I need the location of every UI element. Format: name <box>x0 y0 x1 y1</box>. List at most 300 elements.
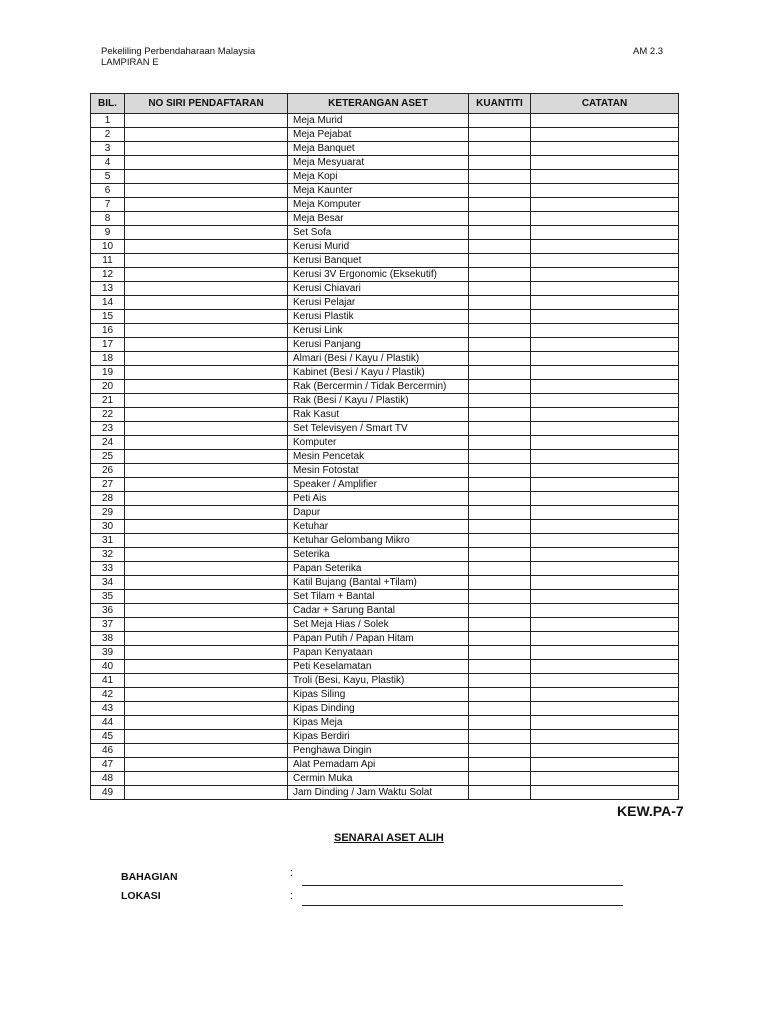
catatan-cell[interactable] <box>531 422 679 436</box>
keterangan-cell: Komputer <box>288 436 469 450</box>
bil-cell: 31 <box>91 534 125 548</box>
catatan-cell[interactable] <box>531 268 679 282</box>
table-row <box>91 618 679 632</box>
kuantiti-cell[interactable] <box>469 352 531 366</box>
bil-cell: 44 <box>91 716 125 730</box>
no-siri-cell[interactable] <box>125 744 288 758</box>
table-row <box>91 548 679 562</box>
bil-cell: 12 <box>91 268 125 282</box>
no-siri-cell[interactable] <box>125 618 288 632</box>
catatan-cell[interactable] <box>531 646 679 660</box>
no-siri-cell[interactable] <box>125 548 288 562</box>
keterangan-cell: Cermin Muka <box>288 772 469 786</box>
bil-cell: 15 <box>91 310 125 324</box>
kuantiti-cell[interactable] <box>469 758 531 772</box>
bil-cell: 4 <box>91 156 125 170</box>
keterangan-cell: Kabinet (Besi / Kayu / Plastik) <box>288 366 469 380</box>
table-row <box>91 114 679 128</box>
catatan-cell[interactable] <box>531 660 679 674</box>
keterangan-cell: Kerusi 3V Ergonomic (Eksekutif) <box>288 268 469 282</box>
catatan-cell[interactable] <box>531 436 679 450</box>
bil-cell: 46 <box>91 744 125 758</box>
no-siri-cell[interactable] <box>125 436 288 450</box>
no-siri-cell[interactable] <box>125 702 288 716</box>
no-siri-cell[interactable] <box>125 156 288 170</box>
keterangan-cell: Ketuhar Gelombang Mikro <box>288 534 469 548</box>
catatan-cell[interactable] <box>531 744 679 758</box>
bil-cell: 42 <box>91 688 125 702</box>
no-siri-cell[interactable] <box>125 268 288 282</box>
table-row <box>91 422 679 436</box>
catatan-cell[interactable] <box>531 310 679 324</box>
kuantiti-cell[interactable] <box>469 492 531 506</box>
table-row <box>91 744 679 758</box>
bil-cell: 16 <box>91 324 125 338</box>
keterangan-cell: Kerusi Panjang <box>288 338 469 352</box>
no-siri-cell[interactable] <box>125 114 288 128</box>
field-colon-lokasi: : <box>290 890 294 902</box>
bil-cell: 29 <box>91 506 125 520</box>
table-row <box>91 156 679 170</box>
keterangan-cell: Papan Putih / Papan Hitam <box>288 632 469 646</box>
no-siri-cell[interactable] <box>125 142 288 156</box>
keterangan-cell: Kerusi Banquet <box>288 254 469 268</box>
catatan-cell[interactable] <box>531 548 679 562</box>
table-row <box>91 184 679 198</box>
no-siri-cell[interactable] <box>125 562 288 576</box>
catatan-cell[interactable] <box>531 562 679 576</box>
catatan-cell[interactable] <box>531 758 679 772</box>
kuantiti-cell[interactable] <box>469 254 531 268</box>
no-siri-cell[interactable] <box>125 170 288 184</box>
catatan-cell[interactable] <box>531 212 679 226</box>
field-label-bahagian: BAHAGIAN <box>121 871 178 883</box>
bil-cell: 35 <box>91 590 125 604</box>
table-row <box>91 772 679 786</box>
kuantiti-cell[interactable] <box>469 324 531 338</box>
kuantiti-cell[interactable] <box>469 520 531 534</box>
bil-cell: 32 <box>91 548 125 562</box>
bil-cell: 17 <box>91 338 125 352</box>
no-siri-cell[interactable] <box>125 506 288 520</box>
catatan-cell[interactable] <box>531 590 679 604</box>
kuantiti-cell[interactable] <box>469 380 531 394</box>
kuantiti-cell[interactable] <box>469 534 531 548</box>
catatan-cell[interactable] <box>531 478 679 492</box>
bil-cell: 3 <box>91 142 125 156</box>
kuantiti-cell[interactable] <box>469 562 531 576</box>
keterangan-cell: Rak (Besi / Kayu / Plastik) <box>288 394 469 408</box>
catatan-cell[interactable] <box>531 506 679 520</box>
bil-cell: 10 <box>91 240 125 254</box>
bil-cell: 21 <box>91 394 125 408</box>
kuantiti-cell[interactable] <box>469 632 531 646</box>
no-siri-cell[interactable] <box>125 646 288 660</box>
keterangan-cell: Mesin Fotostat <box>288 464 469 478</box>
table-row <box>91 464 679 478</box>
no-siri-cell[interactable] <box>125 184 288 198</box>
no-siri-cell[interactable] <box>125 716 288 730</box>
no-siri-cell[interactable] <box>125 282 288 296</box>
kuantiti-cell[interactable] <box>469 114 531 128</box>
catatan-cell[interactable] <box>531 184 679 198</box>
bil-cell: 1 <box>91 114 125 128</box>
catatan-cell[interactable] <box>531 324 679 338</box>
no-siri-cell[interactable] <box>125 310 288 324</box>
no-siri-cell[interactable] <box>125 296 288 310</box>
kuantiti-cell[interactable] <box>469 142 531 156</box>
bil-cell: 18 <box>91 352 125 366</box>
bil-cell: 13 <box>91 282 125 296</box>
keterangan-cell: Almari (Besi / Kayu / Plastik) <box>288 352 469 366</box>
keterangan-cell: Penghawa Dingin <box>288 744 469 758</box>
table-row <box>91 646 679 660</box>
bil-cell: 2 <box>91 128 125 142</box>
bil-cell: 33 <box>91 562 125 576</box>
field-label-lokasi: LOKASI <box>121 890 161 902</box>
bil-cell: 22 <box>91 408 125 422</box>
table-row <box>91 226 679 240</box>
keterangan-cell: Meja Mesyuarat <box>288 156 469 170</box>
bil-cell: 27 <box>91 478 125 492</box>
no-siri-cell[interactable] <box>125 464 288 478</box>
catatan-cell[interactable] <box>531 254 679 268</box>
bil-cell: 28 <box>91 492 125 506</box>
catatan-cell[interactable] <box>531 114 679 128</box>
bil-cell: 41 <box>91 674 125 688</box>
keterangan-cell: Seterika <box>288 548 469 562</box>
form-title: SENARAI ASET ALIH <box>334 832 444 844</box>
table-row <box>91 786 679 800</box>
catatan-cell[interactable] <box>531 198 679 212</box>
bil-cell: 14 <box>91 296 125 310</box>
asset-table-body <box>91 114 679 800</box>
bil-cell: 45 <box>91 730 125 744</box>
no-siri-cell[interactable] <box>125 422 288 436</box>
table-row <box>91 478 679 492</box>
document-reference: AM 2.3 <box>633 46 664 57</box>
no-siri-cell[interactable] <box>125 212 288 226</box>
bil-cell: 23 <box>91 422 125 436</box>
no-siri-cell[interactable] <box>125 324 288 338</box>
table-row <box>91 688 679 702</box>
kuantiti-cell[interactable] <box>469 688 531 702</box>
keterangan-cell: Kipas Berdiri <box>288 730 469 744</box>
table-row <box>91 590 679 604</box>
table-row <box>91 716 679 730</box>
bil-cell: 9 <box>91 226 125 240</box>
table-row <box>91 436 679 450</box>
catatan-cell[interactable] <box>531 786 679 800</box>
table-row <box>91 730 679 744</box>
catatan-cell[interactable] <box>531 408 679 422</box>
keterangan-cell: Katil Bujang (Bantal +Tilam) <box>288 576 469 590</box>
bil-cell: 36 <box>91 604 125 618</box>
no-siri-cell[interactable] <box>125 520 288 534</box>
catatan-cell[interactable] <box>531 604 679 618</box>
bil-cell: 25 <box>91 450 125 464</box>
keterangan-cell: Meja Kopi <box>288 170 469 184</box>
keterangan-cell: Kerusi Murid <box>288 240 469 254</box>
table-row <box>91 198 679 212</box>
catatan-cell[interactable] <box>531 282 679 296</box>
catatan-cell[interactable] <box>531 492 679 506</box>
table-row <box>91 492 679 506</box>
kuantiti-cell[interactable] <box>469 436 531 450</box>
bil-cell: 39 <box>91 646 125 660</box>
keterangan-cell: Kipas Dinding <box>288 702 469 716</box>
kuantiti-cell[interactable] <box>469 408 531 422</box>
bil-cell: 37 <box>91 618 125 632</box>
kuantiti-cell[interactable] <box>469 730 531 744</box>
catatan-cell[interactable] <box>531 352 679 366</box>
kuantiti-cell[interactable] <box>469 212 531 226</box>
keterangan-cell: Set Televisyen / Smart TV <box>288 422 469 436</box>
kuantiti-cell[interactable] <box>469 548 531 562</box>
keterangan-cell: Cadar + Sarung Bantal <box>288 604 469 618</box>
kuantiti-cell[interactable] <box>469 296 531 310</box>
keterangan-cell: Jam Dinding / Jam Waktu Solat <box>288 786 469 800</box>
table-row <box>91 632 679 646</box>
column-header-kuantiti: KUANTITI <box>469 94 531 114</box>
table-row <box>91 702 679 716</box>
kuantiti-cell[interactable] <box>469 674 531 688</box>
table-row <box>91 310 679 324</box>
kuantiti-cell[interactable] <box>469 282 531 296</box>
bil-cell: 34 <box>91 576 125 590</box>
kuantiti-cell[interactable] <box>469 422 531 436</box>
kuantiti-cell[interactable] <box>469 590 531 604</box>
no-siri-cell[interactable] <box>125 786 288 800</box>
table-row <box>91 142 679 156</box>
no-siri-cell[interactable] <box>125 534 288 548</box>
bil-cell: 20 <box>91 380 125 394</box>
kuantiti-cell[interactable] <box>469 226 531 240</box>
column-header-no-siri: NO SIRI PENDAFTARAN <box>125 94 288 114</box>
catatan-cell[interactable] <box>531 226 679 240</box>
no-siri-cell[interactable] <box>125 688 288 702</box>
no-siri-cell[interactable] <box>125 338 288 352</box>
keterangan-cell: Kerusi Link <box>288 324 469 338</box>
catatan-cell[interactable] <box>531 394 679 408</box>
catatan-cell[interactable] <box>531 380 679 394</box>
kuantiti-cell[interactable] <box>469 198 531 212</box>
kuantiti-cell[interactable] <box>469 772 531 786</box>
table-row <box>91 170 679 184</box>
keterangan-cell: Troli (Besi, Kayu, Plastik) <box>288 674 469 688</box>
catatan-cell[interactable] <box>531 450 679 464</box>
no-siri-cell[interactable] <box>125 478 288 492</box>
table-row <box>91 450 679 464</box>
kuantiti-cell[interactable] <box>469 240 531 254</box>
table-row <box>91 506 679 520</box>
table-row <box>91 366 679 380</box>
no-siri-cell[interactable] <box>125 730 288 744</box>
bil-cell: 19 <box>91 366 125 380</box>
bil-cell: 47 <box>91 758 125 772</box>
catatan-cell[interactable] <box>531 240 679 254</box>
catatan-cell[interactable] <box>531 464 679 478</box>
lokasi-input-line[interactable] <box>302 905 623 906</box>
kuantiti-cell[interactable] <box>469 604 531 618</box>
keterangan-cell: Meja Banquet <box>288 142 469 156</box>
table-row <box>91 604 679 618</box>
kuantiti-cell[interactable] <box>469 156 531 170</box>
no-siri-cell[interactable] <box>125 240 288 254</box>
no-siri-cell[interactable] <box>125 408 288 422</box>
catatan-cell[interactable] <box>531 618 679 632</box>
keterangan-cell: Papan Seterika <box>288 562 469 576</box>
bil-cell: 30 <box>91 520 125 534</box>
no-siri-cell[interactable] <box>125 772 288 786</box>
bil-cell: 26 <box>91 464 125 478</box>
keterangan-cell: Rak Kasut <box>288 408 469 422</box>
catatan-cell[interactable] <box>531 716 679 730</box>
catatan-cell[interactable] <box>531 170 679 184</box>
kuantiti-cell[interactable] <box>469 184 531 198</box>
table-row <box>91 394 679 408</box>
keterangan-cell: Mesin Pencetak <box>288 450 469 464</box>
no-siri-cell[interactable] <box>125 128 288 142</box>
kuantiti-cell[interactable] <box>469 660 531 674</box>
table-row <box>91 520 679 534</box>
kuantiti-cell[interactable] <box>469 394 531 408</box>
table-row <box>91 282 679 296</box>
no-siri-cell[interactable] <box>125 366 288 380</box>
kuantiti-cell[interactable] <box>469 618 531 632</box>
table-row <box>91 128 679 142</box>
catatan-cell[interactable] <box>531 688 679 702</box>
keterangan-cell: Rak (Bercermin / Tidak Bercermin) <box>288 380 469 394</box>
keterangan-cell: Meja Pejabat <box>288 128 469 142</box>
field-colon-bahagian: : <box>290 867 294 879</box>
keterangan-cell: Ketuhar <box>288 520 469 534</box>
table-row <box>91 674 679 688</box>
kuantiti-cell[interactable] <box>469 716 531 730</box>
catatan-cell[interactable] <box>531 296 679 310</box>
keterangan-cell: Peti Ais <box>288 492 469 506</box>
table-row <box>91 408 679 422</box>
no-siri-cell[interactable] <box>125 352 288 366</box>
catatan-cell[interactable] <box>531 142 679 156</box>
catatan-cell[interactable] <box>531 156 679 170</box>
catatan-cell[interactable] <box>531 730 679 744</box>
table-header-row <box>91 94 679 114</box>
catatan-cell[interactable] <box>531 366 679 380</box>
table-row <box>91 576 679 590</box>
no-siri-cell[interactable] <box>125 604 288 618</box>
bil-cell: 6 <box>91 184 125 198</box>
no-siri-cell[interactable] <box>125 758 288 772</box>
catatan-cell[interactable] <box>531 534 679 548</box>
kuantiti-cell[interactable] <box>469 310 531 324</box>
no-siri-cell[interactable] <box>125 632 288 646</box>
kuantiti-cell[interactable] <box>469 450 531 464</box>
kuantiti-cell[interactable] <box>469 128 531 142</box>
keterangan-cell: Set Meja Hias / Solek <box>288 618 469 632</box>
no-siri-cell[interactable] <box>125 450 288 464</box>
no-siri-cell[interactable] <box>125 660 288 674</box>
kuantiti-cell[interactable] <box>469 646 531 660</box>
catatan-cell[interactable] <box>531 576 679 590</box>
no-siri-cell[interactable] <box>125 492 288 506</box>
kuantiti-cell[interactable] <box>469 786 531 800</box>
keterangan-cell: Meja Murid <box>288 114 469 128</box>
bil-cell: 38 <box>91 632 125 646</box>
kuantiti-cell[interactable] <box>469 506 531 520</box>
bil-cell: 24 <box>91 436 125 450</box>
bil-cell: 11 <box>91 254 125 268</box>
column-header-bil: BIL. <box>91 94 125 114</box>
keterangan-cell: Meja Komputer <box>288 198 469 212</box>
no-siri-cell[interactable] <box>125 380 288 394</box>
no-siri-cell[interactable] <box>125 198 288 212</box>
catatan-cell[interactable] <box>531 520 679 534</box>
table-row <box>91 380 679 394</box>
catatan-cell[interactable] <box>531 702 679 716</box>
bil-cell: 7 <box>91 198 125 212</box>
no-siri-cell[interactable] <box>125 576 288 590</box>
no-siri-cell[interactable] <box>125 590 288 604</box>
table-row <box>91 660 679 674</box>
no-siri-cell[interactable] <box>125 254 288 268</box>
kuantiti-cell[interactable] <box>469 702 531 716</box>
circular-title: Pekeliling Perbendaharaan Malaysia <box>101 46 256 57</box>
bil-cell: 40 <box>91 660 125 674</box>
no-siri-cell[interactable] <box>125 226 288 240</box>
keterangan-cell: Kipas Meja <box>288 716 469 730</box>
column-header-keterangan: KETERANGAN ASET <box>288 94 469 114</box>
kuantiti-cell[interactable] <box>469 478 531 492</box>
table-row <box>91 534 679 548</box>
bil-cell: 49 <box>91 786 125 800</box>
keterangan-cell: Set Tilam + Bantal <box>288 590 469 604</box>
kuantiti-cell[interactable] <box>469 464 531 478</box>
keterangan-cell: Meja Kaunter <box>288 184 469 198</box>
table-row <box>91 352 679 366</box>
bahagian-input-line[interactable] <box>302 885 623 886</box>
catatan-cell[interactable] <box>531 338 679 352</box>
kuantiti-cell[interactable] <box>469 170 531 184</box>
kuantiti-cell[interactable] <box>469 268 531 282</box>
document-header-left <box>101 46 255 68</box>
keterangan-cell: Alat Pemadam Api <box>288 758 469 772</box>
table-row <box>91 338 679 352</box>
catatan-cell[interactable] <box>531 128 679 142</box>
table-row <box>91 268 679 282</box>
table-row <box>91 212 679 226</box>
catatan-cell[interactable] <box>531 632 679 646</box>
table-row <box>91 296 679 310</box>
column-header-catatan: CATATAN <box>531 94 679 114</box>
table-row <box>91 562 679 576</box>
catatan-cell[interactable] <box>531 674 679 688</box>
keterangan-cell: Kerusi Plastik <box>288 310 469 324</box>
keterangan-cell: Speaker / Amplifier <box>288 478 469 492</box>
kuantiti-cell[interactable] <box>469 576 531 590</box>
keterangan-cell: Dapur <box>288 506 469 520</box>
table-row <box>91 324 679 338</box>
no-siri-cell[interactable] <box>125 674 288 688</box>
kuantiti-cell[interactable] <box>469 366 531 380</box>
table-row <box>91 254 679 268</box>
kuantiti-cell[interactable] <box>469 338 531 352</box>
catatan-cell[interactable] <box>531 772 679 786</box>
no-siri-cell[interactable] <box>125 394 288 408</box>
bil-cell: 43 <box>91 702 125 716</box>
kuantiti-cell[interactable] <box>469 744 531 758</box>
asset-table <box>90 93 679 800</box>
